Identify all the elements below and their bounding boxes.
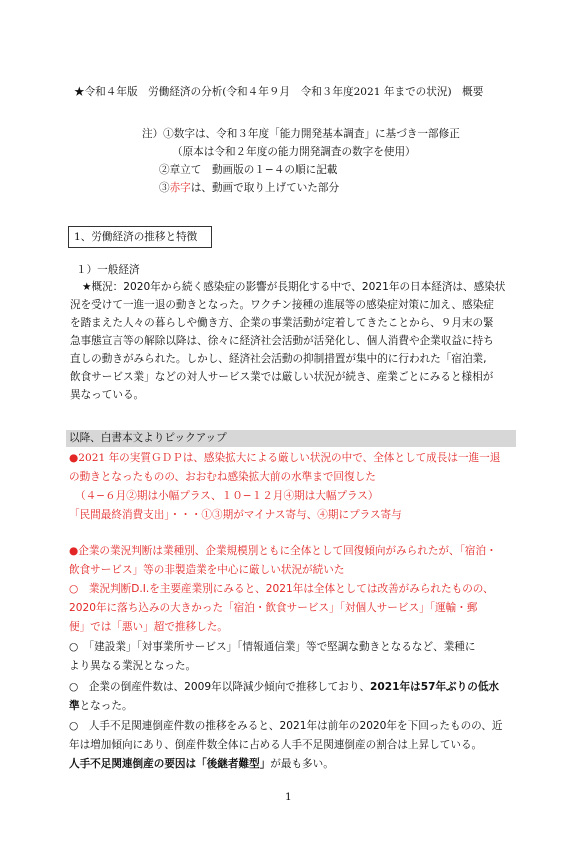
labor-shortage-line: ○ 人手不足関連倒産件数の推移をみると、2021年は前年の2020年を下回ったものの、近 <box>69 720 503 732</box>
subsection-heading: １）一般経済 <box>76 264 140 276</box>
di-line: 2020年に落ち込みの大きかった「宿泊・飲食サービス」「対個人サービス」「運輸・郵 <box>69 602 478 614</box>
cause-suffix: が最も多い。 <box>270 758 334 770</box>
overview-line: を踏まえた人々の暮らしや働き方、企業の事業活動が定着してきたことから、９月末の緊 <box>70 317 494 329</box>
note-3-prefix: ③ <box>159 182 170 194</box>
bankruptcy-text: ○ 企業の倒産件数は、2009年以降減少傾向で推移しており、 <box>69 681 371 693</box>
overview-line: 況を受けて一進一退の動きとなった。ワクチン接種の進展等の感染症対策に加え、感染症 <box>70 299 494 311</box>
overview-line: 直しの動きがみられた。しかし、経済社会活動の抑制措置が集中的に行われた「宿泊業, <box>70 353 487 365</box>
overview-line: 急事態宣言等の解除以降は、徐々に経済社会活動が活発化し、個人消費や企業収益に持ち <box>70 335 494 347</box>
document-title: ★令和４年版 労働経済の分析(令和４年９月 令和３年度2021 年までの状況) 概要 <box>74 86 484 98</box>
cause-bracket: 」 <box>259 758 271 770</box>
note-2: ②章立て 動画版の１−４の順に記載 <box>159 164 338 176</box>
bankruptcy-suffix: となった。 <box>79 700 133 712</box>
gdp-line: ●2021 年の実質ＧＤＰは、感染拡大による厳しい状況の中で、全体として成長は一進一退 <box>69 452 501 464</box>
section-heading-box: 1、労働経済の推移と特徴 <box>68 226 212 248</box>
cause-emphasis: 人手不足関連倒産の要因は「 <box>69 758 207 770</box>
biz-line: ●企業の業況判断は業種別、企業規模別ともに全体として回復傾向がみられたが、「宿泊・ <box>69 545 497 557</box>
bankruptcy-emphasis-2: 準 <box>69 700 80 712</box>
construction-line: より異なる業況となった。 <box>69 660 197 672</box>
bankruptcy-line-2 <box>69 699 133 713</box>
construction-line: ○ 「建設業」「対事業所サービス」「情報通信業」等で堅調な動きとなるなど、業種に <box>69 641 476 653</box>
overview-line: 異なっている。 <box>70 389 145 401</box>
gdp-line: （４−６月②期は小幅プラス、１０−１２月④期は大幅プラス） <box>75 490 379 502</box>
bankruptcy-emphasis: 2021年は57年ぶりの低水 <box>370 681 500 693</box>
labor-shortage-line: 年は増加傾向にあり、倒産件数全体に占める人手不足関連倒産の割合は上昇している。 <box>69 739 483 751</box>
overview-line: ★概況：2020年から続く感染症の影響が長期化する中で、2021年の日本経済は、感染状 <box>82 281 506 293</box>
gdp-line: の動きとなったものの、おおむね感染拡大前の水準まで回復した <box>69 471 376 483</box>
note-3-red: 赤字 <box>169 182 191 194</box>
bankruptcy-line <box>69 680 499 694</box>
note-3-suffix: は、動画で取り上げていた部分 <box>190 182 340 194</box>
cause-type: 後継者難型 <box>206 758 260 770</box>
note-1b: （原本は令和２年度の能力開発調査の数字を使用） <box>172 146 416 158</box>
page-number: 1 <box>285 791 292 803</box>
cause-line <box>69 757 334 771</box>
note-3 <box>159 181 339 195</box>
biz-line: 飲食サービス」等の非製造業を中心に厳しい状況が続いた <box>69 564 345 576</box>
di-line: 便」では「悪い」超で推移した。 <box>69 621 228 633</box>
gdp-line: 「民間最終消費支出」・・・①③期がマイナス寄与、④期にプラス寄与 <box>69 509 402 521</box>
overview-line: 飲食サービス業」などの対人サービス業では厳しい状況が続き、産業ごとにみると様相が <box>70 371 494 383</box>
pickup-band-text: 以降、白書本文よりピックアップ <box>69 432 227 444</box>
di-line: ○ 業況判断D.I.を主要産業別にみると、2021年は全体としては改善がみられたものの、 <box>69 583 494 595</box>
note-1: 注）①数字は、令和３年度「能力開発基本調査」に基づき一部修正 <box>142 128 460 140</box>
